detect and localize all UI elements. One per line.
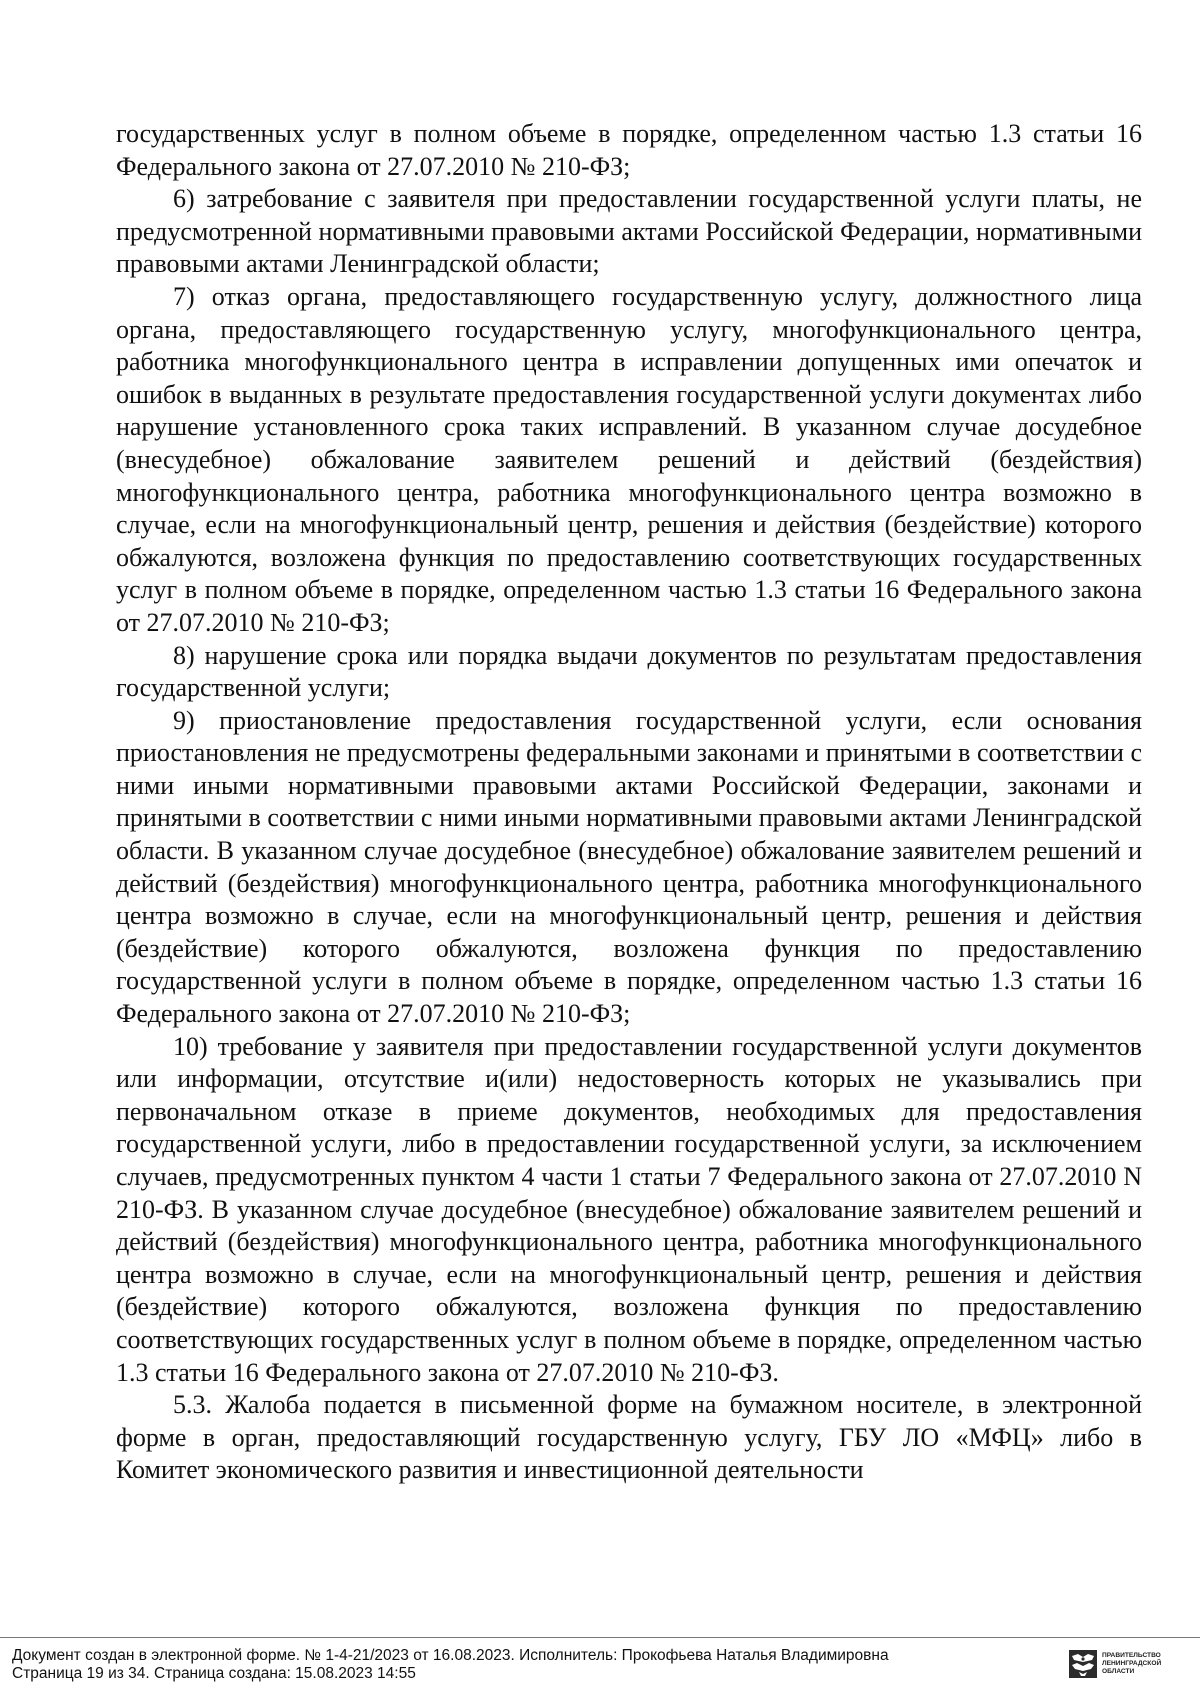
document-footer <box>12 1647 889 1683</box>
coat-of-arms-icon <box>1069 1650 1097 1678</box>
logo-caption-line: ПРАВИТЕЛЬСТВО <box>1102 1652 1161 1659</box>
government-logo <box>1069 1650 1193 1686</box>
paragraph: 8) нарушение срока или порядка выдачи документов по результатам предоставления государственной услуги; <box>116 640 1142 703</box>
document-body <box>116 118 1142 1487</box>
paragraph: 10) требование у заявителя при предоставлении государственной услуги документов или информации, отсутствие и(или) недостоверность которых не указывались при первоначальном отказе в приеме документов, необходимых для предоставления государственной услуги, либо в предоставлении государственной услуги, за исключением случаев, предусмотренных пунктом 4 части 1 статьи 7 Федерального закона от 27.07.2010 N 210-ФЗ. В указанном случае досудебное (внесудебное) обжалование заявителем решений и действий (бездействия) многофункционального центра, работника многофункционального центра возможно в случае, если на многофункциональный центр, решения и действия (бездействие) которого обжалуются, возложена функция по предоставлению соответствующих государственных услуг в полном объеме в порядке, определенном частью 1.3 статьи 16 Федерального закона от 27.07.2010 № 210-ФЗ. <box>116 1031 1142 1387</box>
paragraph: 6) затребование с заявителя при предоставлении государственной услуги платы, не предусмотренной нормативными правовыми актами Российской Федерации, нормативными правовыми актами Ленинградской области; <box>116 184 1142 279</box>
paragraph: государственных услуг в полном объеме в порядке, определенном частью 1.3 статьи 16 Федерального закона от 27.07.2010 № 210-ФЗ; <box>116 119 1142 181</box>
paragraph: 9) приостановление предоставления государственной услуги, если основания приостановления не предусмотрены федеральными законами и принятыми в соответствии с ними иными нормативными правовыми актами Российской Федерации, законами и принятыми в соответствии с ними иными нормативными правовыми актами Ленинградской области. В указанном случае досудебное (внесудебное) обжалование заявителем решений и действий (бездействия) многофункционального центра, работника многофункционального центра возможно в случае, если на многофункциональный центр, решения и действия (бездействие) которого обжалуются, возложена функция по предоставлению государственной услуги в полном объеме в порядке, определенном частью 1.3 статьи 16 Федерального закона от 27.07.2010 № 210-ФЗ; <box>116 705 1142 1029</box>
logo-caption <box>1102 1650 1161 1675</box>
paragraph: 5.3. Жалоба подается в письменной форме на бумажном носителе, в электронной форме в орган, предоставляющий государственную услугу, ГБУ ЛО «МФЦ» либо в Комитет экономического развития и инвестиционной деятельности <box>116 1390 1142 1485</box>
footer-divider <box>0 1637 1200 1638</box>
footer-page-info: Страница 19 из 34. Страница создана: 15.08.2023 14:55 <box>12 1665 416 1682</box>
footer-document-info: Документ создан в электронной форме. № 1-4-21/2023 от 16.08.2023. Исполнитель: Прокофьева Наталья Владимировна <box>12 1647 889 1664</box>
logo-caption-line: ЛЕНИНГРАДСКОЙ <box>1102 1659 1162 1667</box>
paragraph: 7) отказ органа, предоставляющего государственную услугу, должностного лица органа, предоставляющего государственную услугу, многофункционального центра, работника многофункционального центра в исправлении допущенных ими опечаток и ошибок в выданных в результате предоставления государственной услуги документах либо нарушение установленного срока таких исправлений. В указанном случае досудебное (внесудебное) обжалование заявителем решений и действий (бездействия) многофункционального центра, работника многофункционального центра возможно в случае, если на многофункциональный центр, решения и действия (бездействие) которого обжалуются, возложена функция по предоставлению соответствующих государственных услуг в полном объеме в порядке, определенном частью 1.3 статьи 16 Федерального закона от 27.07.2010 № 210-ФЗ; <box>116 281 1142 637</box>
logo-caption-line: ОБЛАСТИ <box>1102 1667 1135 1675</box>
